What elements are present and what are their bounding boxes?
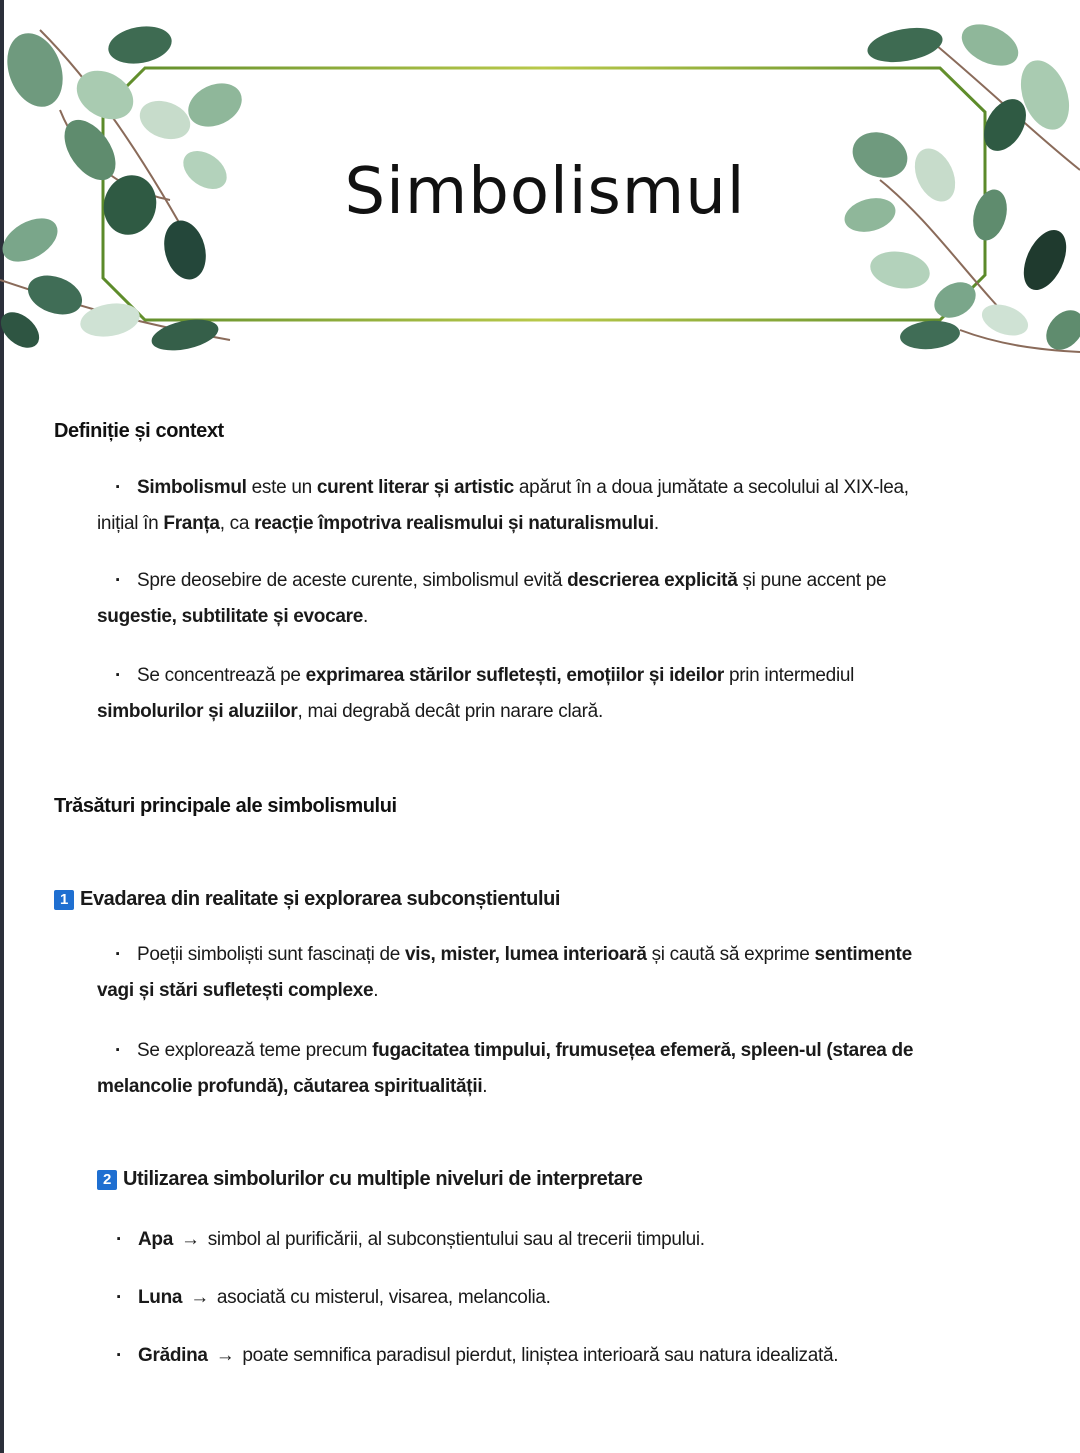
bullet-icon: · bbox=[115, 944, 122, 965]
bold-text: Franța bbox=[163, 513, 220, 534]
list-item bbox=[116, 1287, 551, 1309]
bold-text: fugacitatea timpului, frumusețea efemeră, spleen-ul (starea de bbox=[372, 1040, 914, 1061]
title-banner bbox=[0, 0, 1080, 365]
text: Poeții simboliști sunt fascinați de bbox=[137, 944, 405, 965]
section-heading-definition: Definiție și context bbox=[54, 420, 224, 442]
bold-text: vagi și stări sufletești complexe bbox=[97, 980, 374, 1001]
bold-text: melancolie profundă), căutarea spiritualității bbox=[97, 1076, 483, 1097]
paragraph-dream bbox=[97, 937, 1037, 1009]
bold-text: curent literar și artistic bbox=[316, 477, 514, 498]
bullet-icon: · bbox=[115, 570, 122, 591]
text: . bbox=[363, 606, 368, 627]
bullet-icon: · bbox=[115, 665, 122, 686]
bullet-icon: · bbox=[116, 1345, 123, 1366]
bold-text: simbolurilor și aluziilor bbox=[97, 701, 298, 722]
bold-text: sugestie, subtilitate și evocare bbox=[97, 606, 364, 627]
subheading-escape bbox=[54, 888, 560, 911]
text: inițial în bbox=[97, 513, 164, 534]
symbol-description: asociată cu misterul, visarea, melancolia. bbox=[216, 1287, 551, 1308]
text: este un bbox=[246, 477, 317, 498]
paragraph-definition bbox=[97, 470, 1037, 542]
text: . bbox=[373, 980, 379, 1001]
arrow-right-icon: → bbox=[190, 1287, 209, 1308]
page-title: Simbolismul bbox=[344, 155, 746, 229]
bold-text: vis, mister, lumea interioară bbox=[405, 944, 647, 965]
text: și caută să exprime bbox=[646, 944, 815, 965]
bold-text: sentimente bbox=[814, 944, 912, 965]
number-badge: 1 bbox=[54, 890, 74, 910]
symbol-term: Grădina bbox=[138, 1345, 208, 1366]
text: Se concentrează pe bbox=[137, 665, 306, 686]
bullet-icon: · bbox=[116, 1229, 123, 1250]
text: , mai degrabă decât prin narare clară. bbox=[297, 701, 603, 722]
paragraph-contrast bbox=[97, 563, 1037, 635]
bold-text: exprimarea stărilor sufletești, emoțiilor și ideilor bbox=[305, 665, 724, 686]
number-badge: 2 bbox=[97, 1170, 117, 1190]
paragraph-themes bbox=[97, 1033, 1037, 1105]
paragraph-focus bbox=[97, 658, 1037, 730]
symbol-term: Luna bbox=[138, 1287, 183, 1308]
bold-text: descrierea explicită bbox=[567, 570, 738, 591]
text: și pune accent pe bbox=[737, 570, 887, 591]
text: Se explorează teme precum bbox=[137, 1040, 373, 1061]
list-item bbox=[116, 1229, 705, 1251]
arrow-right-icon: → bbox=[215, 1345, 235, 1366]
list-item bbox=[116, 1345, 838, 1367]
arrow-right-icon: → bbox=[181, 1229, 200, 1250]
bullet-icon: · bbox=[116, 1287, 123, 1308]
text: apărut în a doua jumătate a secolului al XIX-lea, bbox=[513, 477, 909, 498]
bullet-icon: · bbox=[115, 477, 122, 498]
bullet-icon: · bbox=[115, 1040, 122, 1061]
bold-text: reacție împotriva realismului și naturalismului bbox=[254, 513, 654, 534]
text: , ca bbox=[219, 513, 255, 534]
text: . bbox=[653, 513, 659, 534]
text: Spre deosebire de aceste curente, simbolismul evită bbox=[137, 570, 568, 591]
text: prin intermediul bbox=[723, 665, 855, 686]
subheading-text: Evadarea din realitate și explorarea subconștientului bbox=[80, 888, 561, 910]
section-heading-features: Trăsături principale ale simbolismului bbox=[54, 795, 397, 817]
text: . bbox=[482, 1076, 488, 1097]
symbol-description: simbol al purificării, al subconștientului sau al trecerii timpului. bbox=[207, 1229, 705, 1250]
symbol-term: Apa bbox=[138, 1229, 173, 1250]
bold-text: Simbolismul bbox=[137, 477, 247, 498]
subheading-symbols bbox=[97, 1168, 642, 1191]
symbol-description: poate semnifica paradisul pierdut, liniștea interioară sau natura idealizată. bbox=[242, 1345, 839, 1366]
subheading-text: Utilizarea simbolurilor cu multiple niveluri de interpretare bbox=[123, 1168, 643, 1190]
